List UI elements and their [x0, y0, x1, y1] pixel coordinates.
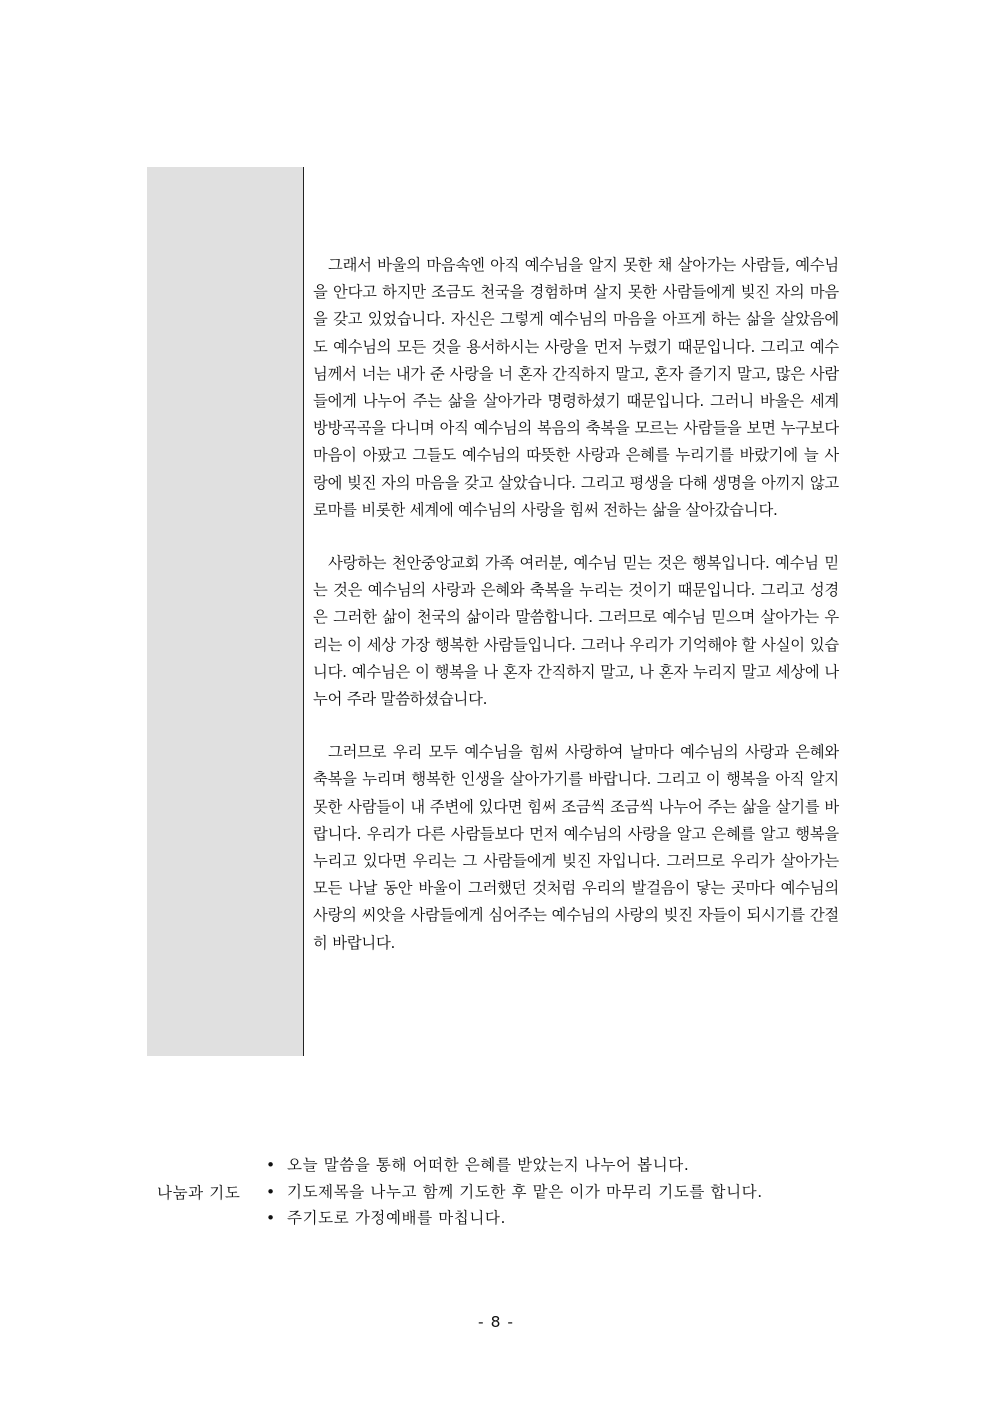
list-item — [266, 1205, 763, 1232]
sermon-paragraph-1: 그래서 바울의 마음속엔 아직 예수님을 알지 못한 채 살아가는 사람들, 예수님을 안다고 하지만 조금도 천국을 경험하며 살지 못한 사람들에게 빚진 자의 마음을 갖고 있었습니다. 자신은 그렇게 예수님의 마음을 아프게 하는 삶을 살았음에도 예수님의 모든 것을 용서하시는 사랑을 먼저 누렸기 때문입니다. 그리고 예수님께서 너는 내가 준 사랑을 너 혼자 간직하지 말고, 혼자 즐기지 말고, 많은 사람들에게 나누어 주는 삶을 살아가라 명령하셨기 때문입니다. 그러니 바울은 세계 방방곡곡을 다니며 아직 예수님의 복음의 축복을 모르는 사람들을 보면 누구보다 마음이 아팠고 그들도 예수님의 따뜻한 사랑과 은혜를 누리기를 바랐기에 늘 사랑에 빚진 자의 마음을 갖고 살았습니다. 그리고 평생을 다해 생명을 아끼지 않고 로마를 비롯한 세계에 예수님의 사랑을 힘써 전하는 삶을 살아갔습니다. — [313, 256, 839, 519]
column-divider-line — [303, 167, 304, 1056]
left-gray-column — [147, 167, 303, 1056]
page-number: - 8 - — [478, 1313, 514, 1331]
bullet-icon: • — [266, 1182, 276, 1201]
bullet-icon: • — [266, 1156, 276, 1174]
sharing-section-label: 나눔과 기도 — [157, 1184, 241, 1202]
sermon-paragraph-3: 그러므로 우리 모두 예수님을 힘써 사랑하여 날마다 예수님의 사랑과 은혜와 축복을 누리며 행복한 인생을 살아가기를 바랍니다. 그리고 이 행복을 아직 알지 못한 사람들이 내 주변에 있다면 힘써 조금씩 조금씩 나누어 주는 삶을 살기를 바랍니다. 우리가 다른 사람들보다 먼저 예수님의 사랑을 알고 은혜를 알고 행복을 누리고 있다면 우리는 그 사람들에게 빚진 자입니다. 그러므로 우리가 살아가는 모든 나날 동안 바울이 그러했던 것처럼 우리의 발걸음이 닿는 곳마다 예수님의 사랑의 씨앗을 사람들에게 심어주는 예수님의 사랑의 빚진 자들이 되시기를 간절히 바랍니다. — [313, 743, 839, 952]
list-item — [266, 1152, 763, 1179]
sharing-list — [266, 1152, 763, 1232]
sharing-item-3: 주기도로 가정예배를 마칩니다. — [287, 1209, 507, 1227]
sermon-body — [313, 252, 839, 983]
bullet-icon: • — [266, 1209, 276, 1227]
sermon-paragraph-2: 사랑하는 천안중앙교회 가족 여러분, 예수님 믿는 것은 행복입니다. 예수님 믿는 것은 예수님의 사랑과 은혜와 축복을 누리는 것이기 때문입니다. 그리고 성경은 그러한 삶이 천국의 삶이라 말씀합니다. 그러므로 예수님 믿으며 살아가는 우리는 이 세상 가장 행복한 사람들입니다. 그러나 우리가 기억해야 할 사실이 있습니다. 예수님은 이 행복을 나 혼자 간직하지 말고, 나 혼자 누리지 말고 세상에 나누어 주라 말씀하셨습니다. — [313, 554, 839, 709]
sharing-item-1: 오늘 말씀을 통해 어떠한 은혜를 받았는지 나누어 봅니다. — [287, 1156, 690, 1174]
sharing-item-2: 기도제목을 나누고 함께 기도한 후 맡은 이가 마무리 기도를 합니다. — [287, 1182, 763, 1201]
list-item — [266, 1179, 763, 1206]
